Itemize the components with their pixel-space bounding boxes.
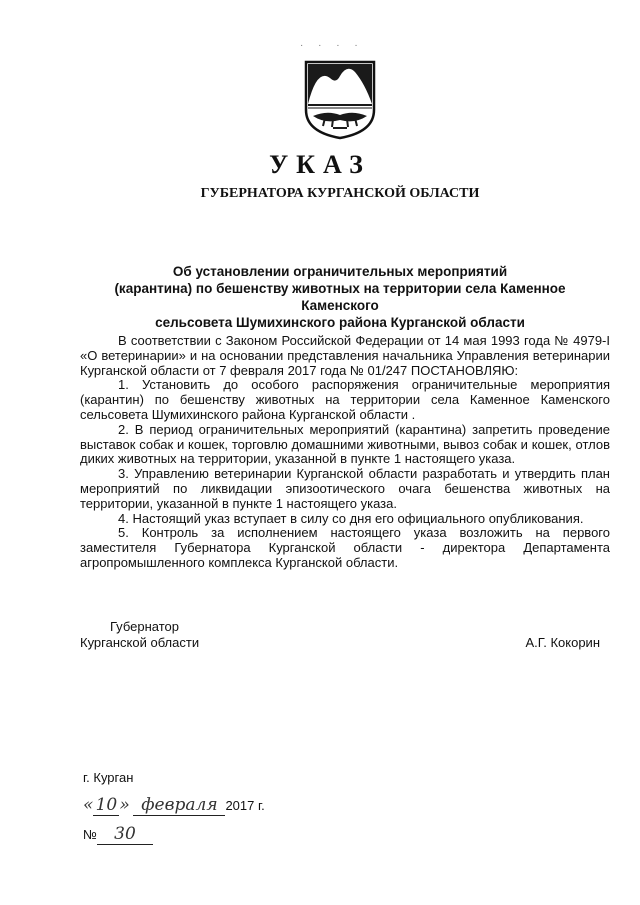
decree-item-4: 4. Настоящий указ вступает в силу со дня его официального опубликования. xyxy=(118,510,584,526)
document-issuer: ГУБЕРНАТОРА КУРГАНСКОЙ ОБЛАСТИ xyxy=(200,186,480,201)
subject-line: (карантина) по бешенству животных на территории села Каменное Каменского xyxy=(114,281,566,313)
decree-item-2: 2. В период ограничительных мероприятий (карантина) запретить проведение выставок собак и кошек, торговлю домашними животными, вывоз собак и кошек, отлов диких животных на территории, указанной в пункте 1 настоящего указа. xyxy=(80,421,610,467)
subject-line: сельсовета Шумихинского района Курганской области xyxy=(155,315,525,330)
kurgan-coat-of-arms-emblem xyxy=(303,58,377,140)
decree-item-3: 3. Управлению ветеринарии Курганской области разработать и утвердить план мероприятий по ликвидации эпизоотического очага бешенства животных на территории, указанной в пункте 1 настоящего указа. xyxy=(80,466,610,511)
subject-line: Об установлении ограничительных мероприятий xyxy=(172,264,508,279)
date-day-handwritten: 10 xyxy=(93,795,119,816)
document-number xyxy=(83,824,153,845)
signatory-name: А.Г. Кокорин xyxy=(525,635,600,650)
decree-item-5: 5. Контроль за исполнением настоящего указа возложить на первого заместителя Губернатора Курганской области - директора Департамента агропромышленного комплекса Курганской области. xyxy=(80,525,610,570)
date-year: 2017 г. xyxy=(225,798,265,813)
scan-specks: · · · · xyxy=(300,40,364,51)
document-body xyxy=(80,334,610,571)
document-subject xyxy=(80,263,600,331)
document-title: УКАЗ xyxy=(269,150,371,179)
signatory-position xyxy=(80,619,199,651)
signatory-title: Губернатор xyxy=(110,619,179,634)
date-quote-close: » xyxy=(119,795,130,815)
date-month-handwritten: февраля xyxy=(133,795,225,816)
preamble-paragraph: В соответствии с Законом Российской Федерации от 14 мая 1993 года № 4979-I «О ветеринарии» и на основании представления начальника Управления ветеринарии Курганской области от 7 февраля 2017 года № 01/247 ПОСТАНОВЛЯЮ: xyxy=(80,333,610,378)
issue-city: г. Курган xyxy=(83,770,134,785)
number-label: № xyxy=(83,827,97,842)
date-quote-open: « xyxy=(83,795,94,815)
decree-item-1: 1. Установить до особого распоряжения ограничительные мероприятия (карантин) по бешенству животных на территории села Каменное Каменского сельсовета Шумихинского района Курганской области . xyxy=(80,377,610,422)
issue-date xyxy=(83,795,265,816)
signatory-region: Курганской области xyxy=(80,635,200,650)
number-handwritten: 30 xyxy=(97,824,153,845)
